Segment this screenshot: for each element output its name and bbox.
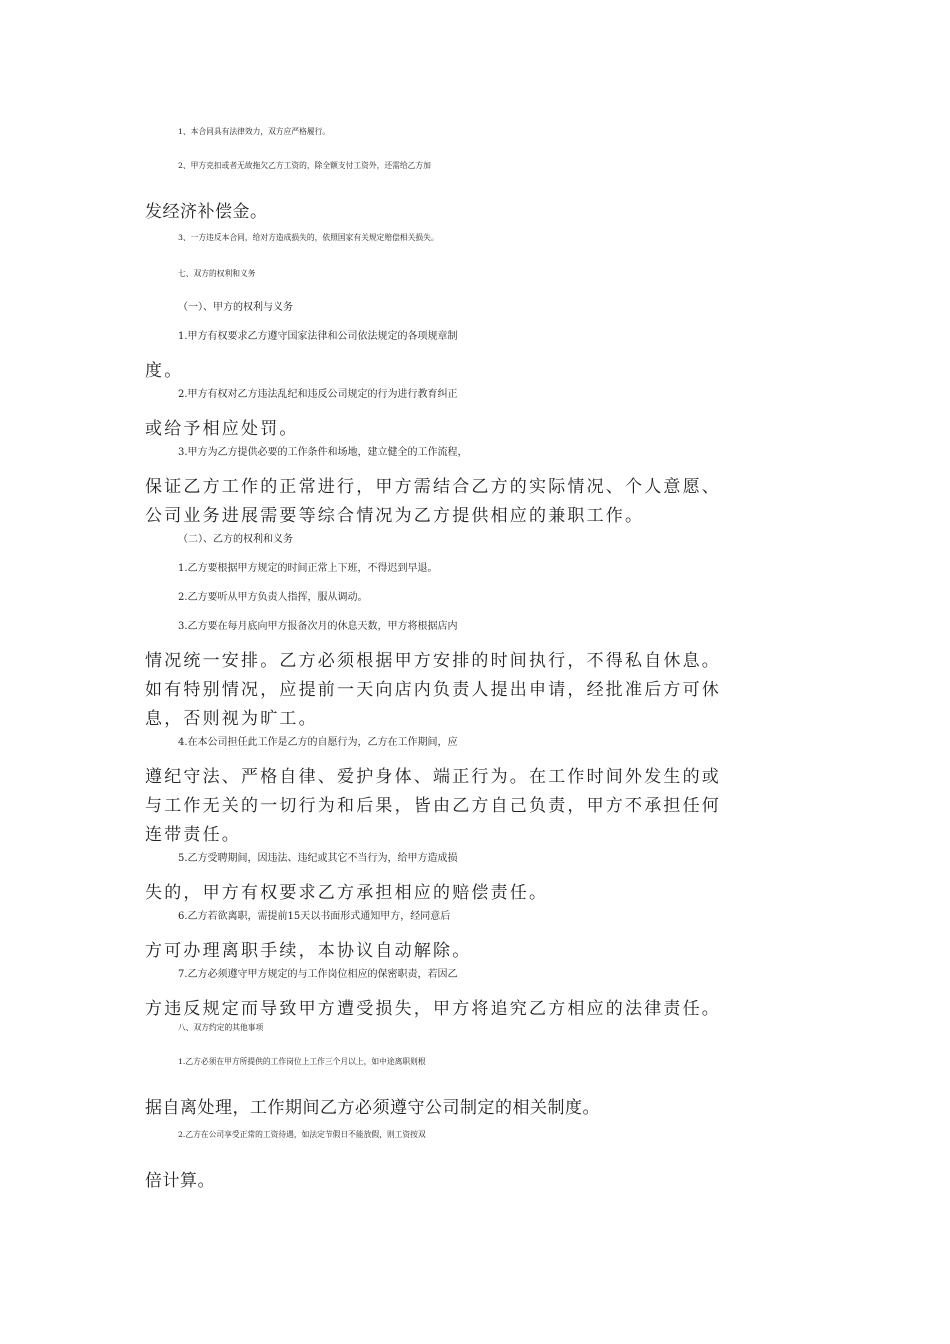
party-b-item-5-cont: 失的，甲方有权要求乙方承担相应的赔偿责任。 — [145, 883, 549, 903]
section-7-sub-2-heading: （二）、乙方的权利和义务 — [178, 534, 293, 545]
party-b-item-3: 3.乙方要在每月底向甲方报备次月的休息天数，甲方将根据店内 — [178, 621, 458, 632]
section-8-item-2: 2.乙方在公司享受正常的工资待遇，如法定节假日不能放假，则工资按双 — [178, 1130, 426, 1139]
party-b-item-4-cont-2: 与工作无关的一切行为和后果，皆由乙方自己负责，甲方不承担任何 — [145, 796, 721, 816]
party-b-item-4-cont-1: 遵纪守法、严格自律、爱护身体、端正行为。在工作时间外发生的或 — [145, 767, 721, 787]
section-8-item-1: 1.乙方必须在甲方所提供的工作岗位上工作三个月以上，如中途离职则根 — [178, 1057, 426, 1066]
party-a-item-3: 3.甲方为乙方提供必要的工作条件和场地，建立健全的工作流程， — [178, 447, 468, 458]
clause-6-item-2: 2、甲方克扣或者无故拖欠乙方工资的，除全额支付工资外，还需给乙方加 — [178, 161, 431, 170]
party-b-item-6: 6.乙方若欲离职，需提前15天以书面形式通知甲方，经同意后 — [178, 911, 451, 922]
party-b-item-6-cont: 方可办理离职手续，本协议自动解除。 — [145, 941, 472, 961]
party-a-item-1: 1.甲方有权要求乙方遵守国家法律和公司依法规定的各项规章制 — [178, 331, 458, 342]
party-b-item-3-cont-3: 息，否则视为旷工。 — [145, 709, 318, 729]
party-b-item-7: 7.乙方必须遵守甲方规定的与工作岗位相应的保密职责，若因乙 — [178, 969, 458, 980]
clause-6-item-2-cont: 发经济补偿金。 — [145, 202, 268, 222]
party-a-item-2: 2.甲方有权对乙方违法乱纪和违反公司规定的行为进行教育纠正 — [178, 389, 458, 400]
section-8-heading: 八、双方约定的其他事项 — [178, 1023, 264, 1032]
section-7-heading: 七、双方的权利和义务 — [178, 269, 256, 278]
party-a-item-3-cont-2: 公司业务进展需要等综合情况为乙方提供相应的兼职工作。 — [145, 506, 645, 526]
party-a-item-3-cont-1: 保证乙方工作的正常进行，甲方需结合乙方的实际情况、个人意愿、 — [145, 477, 721, 497]
party-a-item-2-cont: 或给予相应处罚。 — [145, 419, 299, 439]
section-8-item-2-cont: 倍计算。 — [145, 1171, 215, 1191]
section-8-item-1-cont: 据自离处理，工作期间乙方必须遵守公司制定的相关制度。 — [145, 1098, 600, 1118]
party-b-item-3-cont-2: 如有特别情况，应提前一天向店内负责人提出申请，经批准后方可休 — [145, 680, 721, 700]
party-b-item-1: 1.乙方要根据甲方规定的时间正常上下班，不得迟到早退。 — [178, 563, 438, 574]
party-b-item-3-cont-1: 情况统一安排。乙方必须根据甲方安排的时间执行，不得私自休息。 — [145, 651, 721, 671]
party-b-item-4-cont-3: 连带责任。 — [145, 825, 241, 845]
party-b-item-5: 5.乙方受聘期间，因违法、违纪或其它不当行为，给甲方造成损 — [178, 853, 458, 864]
section-7-sub-1-heading: （一）、甲方的权利与义务 — [178, 302, 293, 313]
party-b-item-4: 4.在本公司担任此工作是乙方的自愿行为，乙方在工作期间，应 — [178, 737, 458, 748]
clause-6-item-3: 3、一方违反本合同，给对方造成损失的，依照国家有关规定赔偿相关损失。 — [178, 233, 439, 242]
party-b-item-7-cont: 方违反规定而导致甲方遭受损失，甲方将追究乙方相应的法律责任。 — [145, 999, 721, 1019]
clause-6-item-1: 1、本合同具有法律效力，双方应严格履行。 — [178, 127, 331, 136]
party-a-item-1-cont: 度。 — [145, 361, 184, 381]
party-b-item-2: 2.乙方要听从甲方负责人指挥，服从调动。 — [178, 592, 368, 603]
